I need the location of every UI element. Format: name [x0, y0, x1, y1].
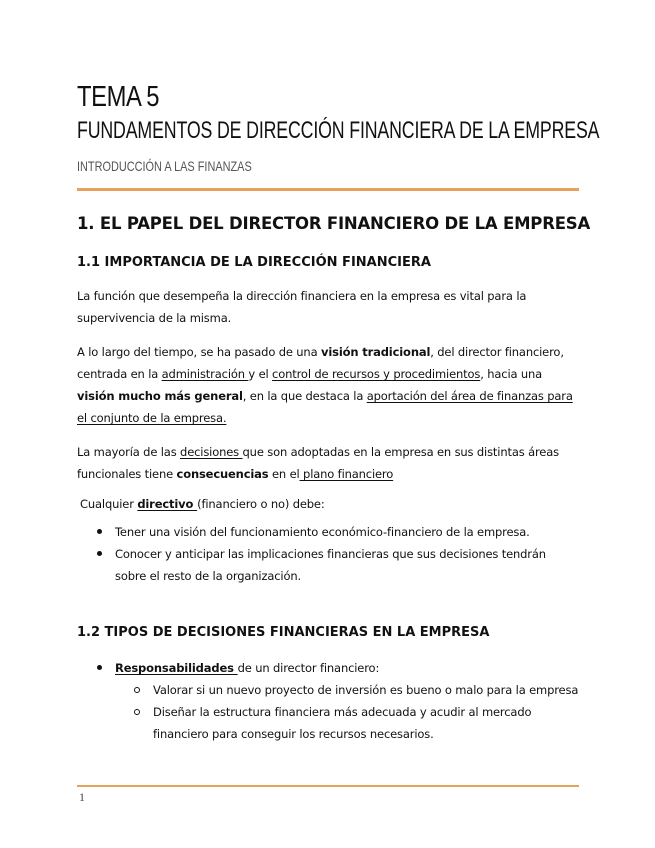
emphasis-general-vision: visión mucho más general — [77, 389, 243, 403]
responsibilities-list — [77, 657, 579, 745]
section-1-1-heading: 1.1 IMPORTANCIA DE LA DIRECCIÓN FINANCIERA — [77, 255, 431, 270]
emphasis-responsibilities: Responsabilidades — [115, 661, 238, 675]
header-divider — [77, 188, 579, 191]
document-title: FUNDAMENTOS DE DIRECCIÓN FINANCIERA DE LA EMPRESA — [77, 117, 600, 144]
manager-duties-list — [77, 521, 579, 587]
bullet-icon — [97, 529, 102, 534]
hollow-bullet-icon — [134, 709, 140, 715]
emphasis-consequences: consecuencias — [176, 467, 269, 481]
document-kicker: INTRODUCCIÓN A LAS FINANZAS — [77, 158, 252, 174]
section-1-2-heading: 1.2 TIPOS DE DECISIONES FINANCIERAS EN LA EMPRESA — [77, 625, 490, 640]
hollow-bullet-icon — [134, 687, 140, 693]
underline-financial-plane: plano financiero — [299, 467, 394, 481]
paragraph-decisions: La mayoría de las decisiones que son adoptadas en la empresa en sus distintas áreas funcionales tiene consecuencias en el plano financiero — [77, 445, 559, 481]
page-number: 1 — [79, 790, 85, 804]
underline-finance-contribution: aportación del área de finanzas para el conjunto de la empresa. — [77, 389, 573, 425]
underline-administration: administración — [161, 367, 249, 381]
list-item: Diseñar la estructura financiera más adecuada y acudir al mercado financiero para conseguir los recursos necesarios. — [115, 701, 579, 745]
section-1-heading: 1. EL PAPEL DEL DIRECTOR FINANCIERO DE LA EMPRESA — [77, 214, 591, 233]
page-content — [77, 80, 600, 745]
underline-resource-control: control de recursos y procedimientos — [272, 367, 481, 381]
list-item: Valorar si un nuevo proyecto de inversión es bueno o malo para la empresa — [115, 679, 579, 701]
paragraph-any-manager: Cualquier directivo (financiero o no) debe: — [80, 497, 325, 511]
responsibilities-sublist — [115, 679, 579, 745]
topic-number: TEMA 5 — [77, 81, 160, 113]
bullet-icon — [97, 665, 102, 670]
footer-divider — [77, 785, 579, 787]
emphasis-traditional-vision: visión tradicional — [320, 345, 431, 359]
list-item: Conocer y anticipar las implicaciones financieras que sus decisiones tendrán sobre el resto de la organización. — [77, 543, 579, 587]
list-item: Tener una visión del funcionamiento económico-financiero de la empresa. — [77, 521, 579, 543]
list-item: Responsabilidades de un director financiero: Valorar si un nuevo proyecto de inversión es bueno o malo para la empresa Diseñar la estructura financiera más adecuada y acudir al mercado financiero para conseguir los recursos necesarios. — [77, 657, 579, 745]
bullet-icon — [97, 551, 102, 556]
underline-decisions: decisiones — [180, 445, 243, 459]
paragraph-evolution: A lo largo del tiempo, se ha pasado de una visión tradicional, del director financiero, centrada en la administración y el control de recursos y procedimientos, hacia una visión mucho más general, en la que destaca la aportación del área de finanzas para el conjunto de la empresa. — [77, 345, 573, 425]
emphasis-directivo: directivo — [137, 497, 198, 511]
paragraph-importance: La función que desempeña la dirección financiera en la empresa es vital para la supervivencia de la misma. — [77, 289, 527, 325]
